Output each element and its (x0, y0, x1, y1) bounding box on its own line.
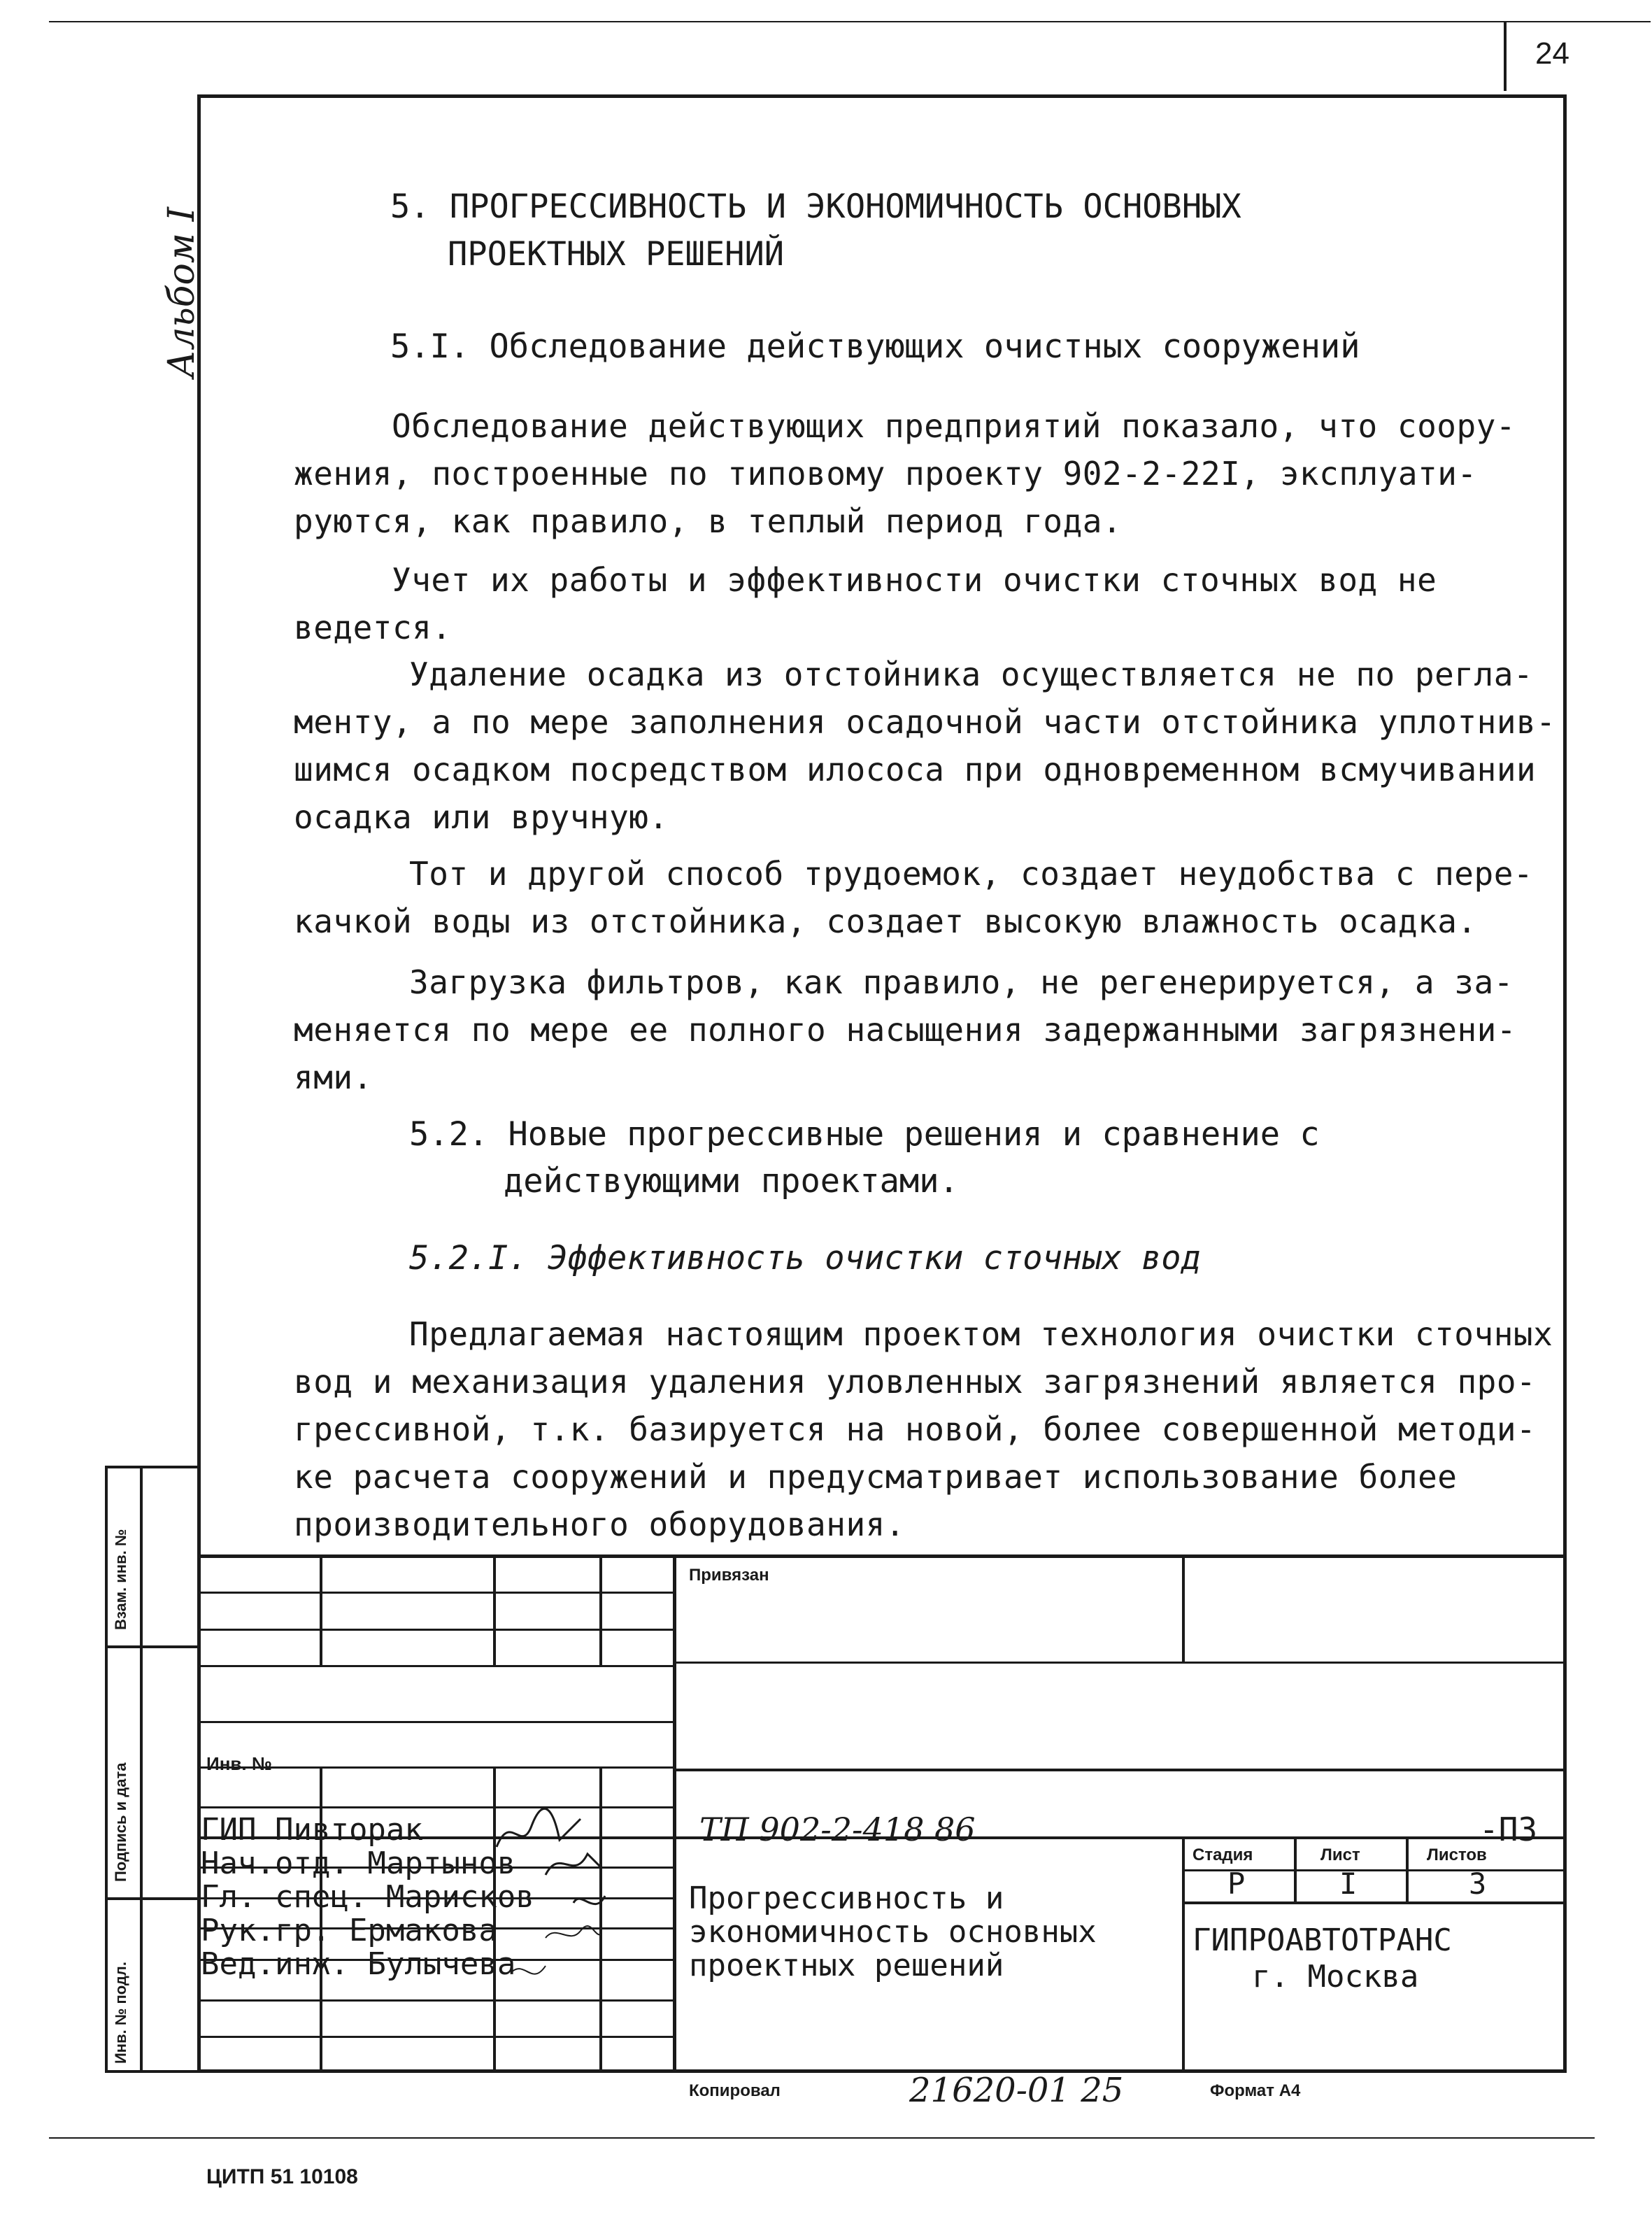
sheets-header: Листов (1427, 1846, 1487, 1864)
copied-label: Копировал (689, 2081, 781, 2100)
staff-name: Мартынов (367, 1846, 516, 1881)
title-block-col (1182, 1836, 1185, 2073)
signature-mark (574, 1896, 605, 1904)
staff-row (201, 1948, 534, 1981)
staff-role: Рук.гр. (201, 1913, 331, 1948)
title-block-main-col (673, 1554, 676, 2073)
paragraph-line: Предлагаемая настоящим проектом технология очистки сточных (409, 1315, 1553, 1353)
paragraph-accounting (294, 556, 1437, 651)
title-block-col (493, 1554, 496, 1665)
paragraph-line: Учет их работы и эффективности очистки сточных вод не (392, 561, 1437, 599)
staff-row (201, 1914, 534, 1948)
title-block-col (1182, 1554, 1185, 1662)
paragraph-line: производительного оборудования. (294, 1506, 906, 1543)
document-suffix: -ПЗ (1479, 1811, 1538, 1848)
staff-name: Пивторак (274, 1812, 423, 1848)
side-label-inv-podl: Инв. № подл. (112, 1962, 129, 2064)
document-title-line: Прогрессивность и (689, 1881, 1004, 1916)
document-title-line: проектных решений (689, 1948, 1004, 1983)
paragraph-line: шимся осадком посредством илососа при одновременном всмучивании (294, 751, 1537, 788)
staff-role: Вед.инж. (201, 1946, 349, 1982)
staff-name: Марисков (385, 1879, 534, 1915)
page-number: 24 (1535, 36, 1569, 71)
title-block-col (599, 1554, 602, 1665)
subsection-heading-51: 5.I. Обследование действующих очистных сооружений (390, 327, 1360, 366)
paragraph-line: меняется по мере ее полного насыщения задержанными загрязнени- (294, 1011, 1517, 1049)
staff-name: Ермакова (348, 1913, 497, 1948)
page-bottom-rule (49, 2137, 1595, 2139)
section-heading-line1: 5. ПРОГРЕССИВНОСТЬ И ЭКОНОМИЧНОСТЬ ОСНОВНЫХ (390, 187, 1241, 226)
staff-row (201, 1847, 534, 1881)
title-block-rule (197, 1665, 673, 1667)
subsection-heading-52-line2: действующими проектами. (504, 1162, 959, 1201)
staff-row (201, 1813, 534, 1847)
order-number: 21620-01 25 (909, 2071, 1124, 2110)
paragraph-line: жения, построенные по типовому проекту 902-2-22I, эксплуати- (294, 455, 1477, 493)
paragraph-line: вод и механизация удаления уловленных загрязнений является про- (294, 1363, 1537, 1401)
paragraph-line: руются, как правило, в теплый период года. (294, 502, 1123, 540)
side-stamp-divider (105, 1897, 201, 1900)
title-block-col (320, 1554, 322, 1665)
signature-mark (546, 1854, 601, 1875)
organization-name: ГИПРОАВТОТРАНС (1192, 1922, 1452, 1958)
staff-role: ГИП (201, 1812, 257, 1848)
paragraph-line: менту, а по мере заполнения осадочной части отстойника уплотнив- (294, 703, 1556, 741)
inv-no-label: Инв. № (206, 1753, 272, 1774)
paragraph-line: качкой воды из отстойника, создает высокую влажность осадка. (294, 902, 1477, 940)
sheets-value: 3 (1469, 1867, 1487, 1901)
title-block-rule (673, 1769, 1567, 1771)
stage-value: Р (1227, 1867, 1246, 1901)
signature-mark (546, 1926, 601, 1938)
paragraph-line: ке расчета сооружений и предусматривает использование более (294, 1458, 1458, 1496)
paragraph-line: грессивной, т.к. базируется на новой, более совершенной методи- (294, 1410, 1537, 1448)
signature-mark (497, 1808, 581, 1847)
paragraph-line: ями. (294, 1058, 373, 1096)
album-label: Альбом I (161, 206, 203, 378)
title-block-col (1406, 1836, 1409, 1901)
side-stamp-divider (105, 1645, 201, 1648)
side-label-vzam: Взам. инв. № (112, 1529, 129, 1630)
title-block-col (1294, 1836, 1297, 1901)
document-title-line: экономичность основных (689, 1914, 1097, 1950)
title-block-rule (197, 1721, 673, 1723)
page-number-divider (1504, 21, 1507, 91)
print-code: ЦИТП 51 10108 (206, 2165, 358, 2188)
sheet-value: I (1339, 1867, 1358, 1901)
paragraph-line: Тот и другой способ трудоемок, создает неудобства с пере- (409, 855, 1534, 893)
paragraph-line: осадка или вручную. (294, 798, 669, 836)
staff-role: Нач.отд. (201, 1846, 349, 1881)
paragraph-technology (294, 1310, 1553, 1548)
page-top-rule (49, 21, 1651, 22)
paragraph-sludge-removal (294, 651, 1555, 841)
staff-list (201, 1813, 534, 1981)
side-label-podpis: Подпись и дата (112, 1762, 129, 1882)
paragraph-filters (294, 958, 1516, 1101)
paragraph-line: Удаление осадка из отстойника осуществляется не по регла- (409, 656, 1534, 693)
staff-row (201, 1881, 534, 1914)
format-label: Формат А4 (1210, 2081, 1301, 2100)
subsection-heading-521: 5.2.I. Эффективность очистки сточных вод (409, 1239, 1201, 1277)
privyazan-label: Привязан (689, 1566, 769, 1585)
signature-marks (490, 1798, 608, 1994)
paragraph-survey (294, 402, 1516, 545)
title-block-rule (673, 1662, 1567, 1664)
paragraph-line: ведется. (294, 609, 452, 646)
paragraph-labor (294, 850, 1533, 945)
sheet-header: Лист (1320, 1846, 1360, 1864)
document-code: ТП 902-2-418 86 (699, 1811, 976, 1848)
signature-mark (511, 1966, 546, 1974)
paragraph-line: Загрузка фильтров, как правило, не регенерируется, а за- (409, 963, 1514, 1001)
title-block-top-rule (197, 1554, 1567, 1558)
side-stamp-divider-vertical (140, 1466, 143, 2073)
subsection-heading-52-line1: 5.2. Новые прогрессивные решения и сравнение с (409, 1115, 1320, 1154)
section-heading-line2: ПРОЕКТНЫХ РЕШЕНИЙ (448, 235, 785, 274)
title-block-rule (1182, 1901, 1567, 1904)
stage-header: Стадия (1192, 1846, 1253, 1864)
paragraph-line: Обследование действующих предприятий показало, что соору- (392, 407, 1516, 445)
staff-role: Гл. спец. (201, 1879, 368, 1915)
organization-city: г. Москва (1252, 1959, 1419, 1995)
staff-name: Булычева (367, 1946, 516, 1982)
document-title (689, 1882, 1097, 1983)
